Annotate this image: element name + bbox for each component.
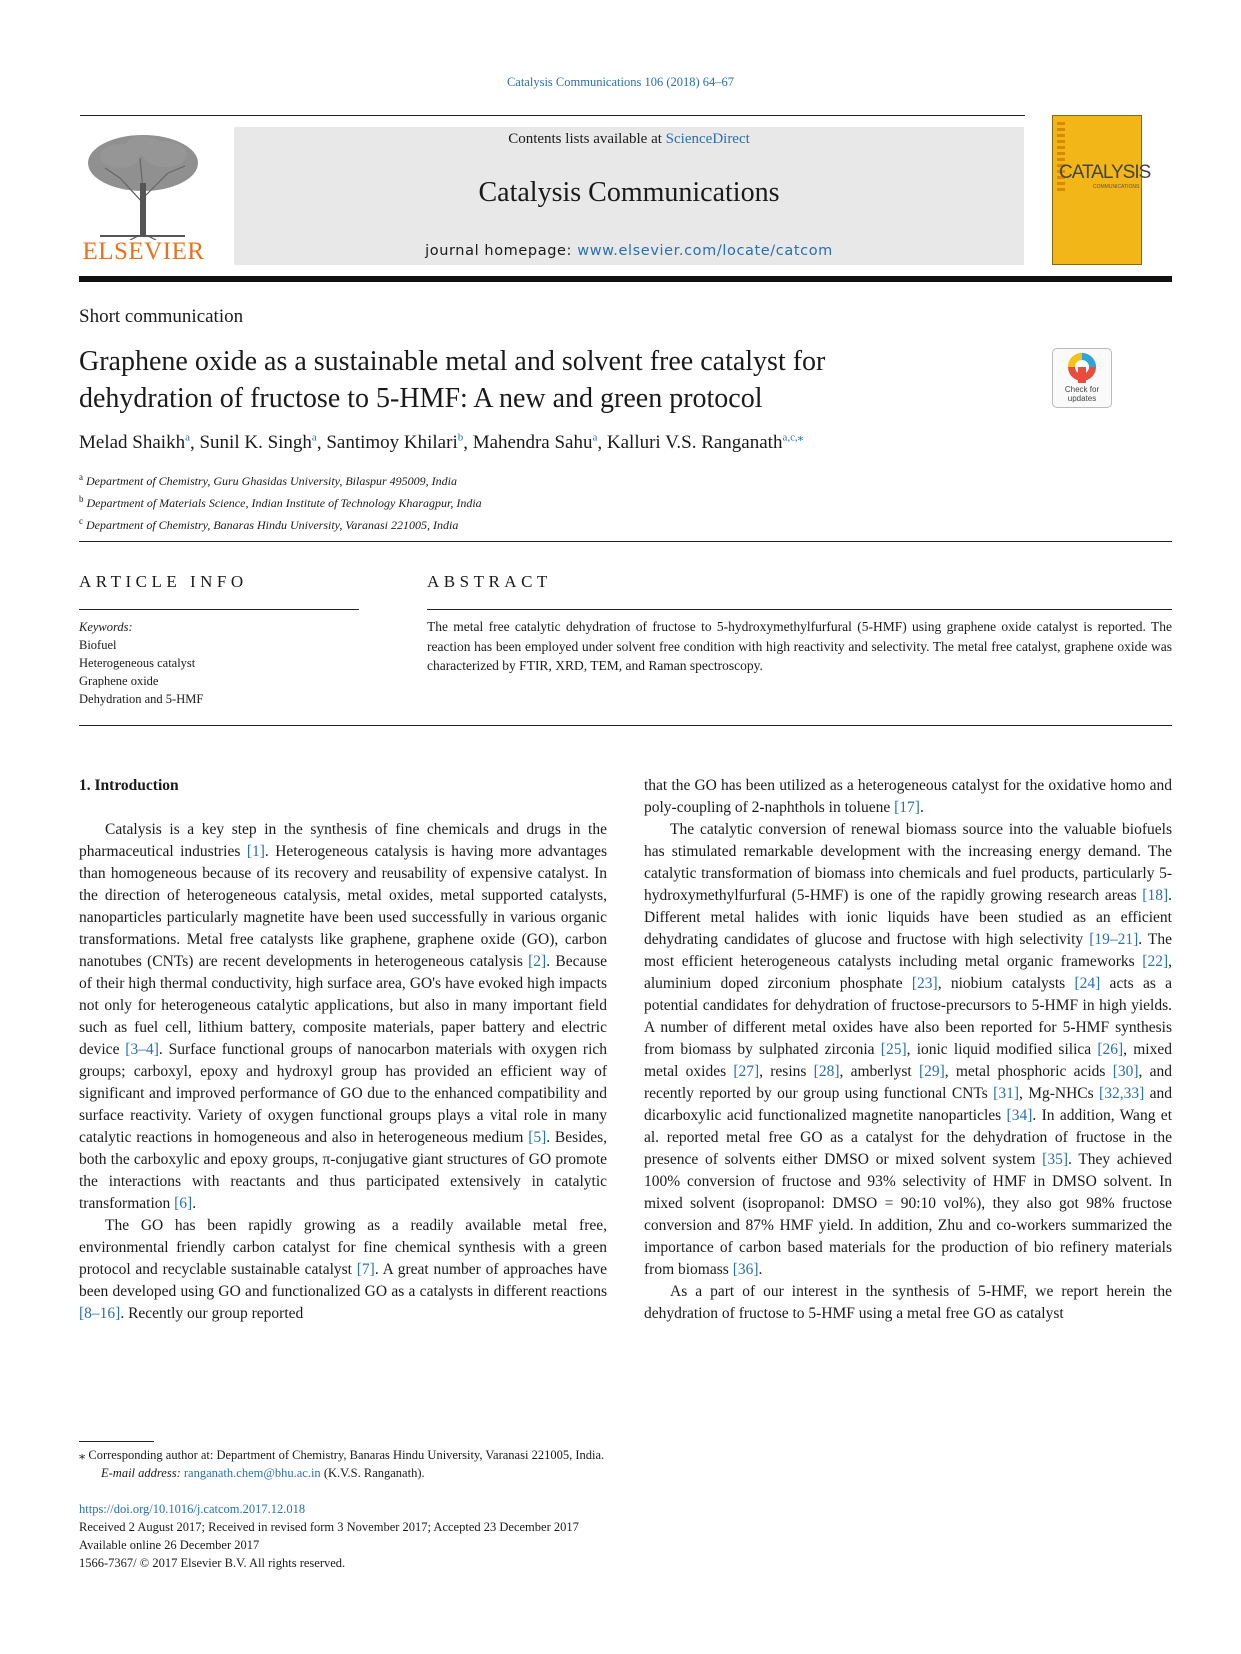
citation-link[interactable]: [25]	[880, 1041, 907, 1058]
crossmark-icon	[1053, 349, 1111, 385]
paragraph-text: . A great number of approaches have been developed using GO and functionalized GO as a catalysts in different reactions	[79, 1261, 607, 1300]
keyword: Dehydration and 5-HMF	[79, 692, 204, 706]
citation-link[interactable]: [23]	[911, 975, 938, 992]
journal-citation[interactable]: Catalysis Communications 106 (2018) 64–67	[506, 75, 735, 89]
footnote-email-line	[79, 1464, 604, 1482]
citation-link[interactable]: [29]	[918, 1063, 945, 1080]
affiliation-text: Department of Chemistry, Banaras Hindu University, Varanasi 221005, India	[86, 518, 459, 532]
copyright: 1566-7367/ © 2017 Elsevier B.V. All rights reserved.	[79, 1556, 346, 1570]
homepage-link[interactable]: www.elsevier.com/locate/catcom	[577, 243, 833, 259]
paragraph	[644, 819, 1172, 1281]
paragraph-text: . Recently our group reported	[120, 1305, 304, 1322]
paragraph-text: . In addition, Wang et al. reported metal free GO as a catalyst for the dehydration of fructose in the presence of solvents either DMSO or mixed solvent system	[644, 1107, 1172, 1168]
journal-title: Catalysis Communications	[478, 177, 780, 208]
elsevier-logo[interactable]	[80, 128, 207, 266]
keyword: Graphene oxide	[79, 674, 159, 688]
paragraph	[79, 1215, 607, 1325]
paragraph-text: , resins	[759, 1063, 814, 1080]
citation-link[interactable]: [17]	[894, 799, 920, 816]
crossmark-label	[1053, 385, 1111, 403]
article-title	[79, 343, 979, 417]
article-info-rule	[79, 609, 359, 610]
section-heading: 1. Introduction	[79, 777, 179, 794]
affiliation	[79, 512, 482, 534]
paragraph-text: , Mg-NHCs	[1018, 1085, 1100, 1102]
body-column-right	[644, 775, 1172, 1325]
citation-link[interactable]: [8–16]	[79, 1305, 121, 1322]
footnote-rule	[79, 1441, 154, 1442]
affiliation-text: Department of Chemistry, Guru Ghasidas University, Bilaspur 495009, India	[86, 474, 457, 488]
paragraph-text: . They achieved 100% conversion of fructose and 93% selectivity of HMF in DMSO solvent. In mixed solvent (isopropanol: DMSO = 90:10 vol%), they also got 98% fructose conversion and 87% HMF yield. In addition, Zhu and co-workers summarized the importance of carbon based materials for the production of bio refinery materials from biomass	[644, 1151, 1172, 1278]
author-affiliation-marker[interactable]: a	[185, 432, 190, 444]
journal-cover-thumbnail[interactable]	[1052, 115, 1151, 265]
elsevier-wordmark: ELSEVIER	[82, 238, 205, 265]
affiliation-text: Department of Materials Science, Indian Institute of Technology Kharagpur, India	[86, 496, 482, 510]
email-suffix: (K.V.S. Ranganath).	[320, 1466, 425, 1480]
paragraph-text: .	[919, 799, 924, 816]
author[interactable]	[473, 432, 598, 453]
keywords-block	[79, 618, 203, 708]
paragraph	[644, 775, 1172, 819]
left-paragraphs	[79, 819, 607, 1325]
keywords-label: Keywords:	[79, 620, 133, 634]
cover-title: CATALYSIS	[1059, 162, 1151, 183]
citation-link[interactable]: [28]	[813, 1063, 840, 1080]
paragraph-text: acts as a potential candidates for dehydration of fructose-precursors to 5-HMF in high yields. A number of different metal oxides have also been reported for 5-HMF synthesis from biomass by sulphated zirconia	[644, 975, 1173, 1058]
citation-link[interactable]: [6]	[174, 1195, 193, 1212]
paragraph-text: , amberlyst	[839, 1063, 919, 1080]
author-name: Kalluri V.S. Ranganath	[606, 432, 783, 454]
check-for-updates-badge[interactable]	[1052, 348, 1112, 408]
abstract-heading: ABSTRACT	[427, 572, 552, 591]
paragraph-text: . Because of their high thermal conductivity, high surface area, GO's have evoked high impacts not only for heterogeneous catalytic applications, but also in many important field such as fuel cell, lithium battery, composite materials, paper battery and electric device	[79, 953, 608, 1058]
citation-link[interactable]: [5]	[528, 1129, 547, 1146]
paragraph-text: and dicarboxylic acid functionalized magnetite nanoparticles	[644, 1085, 1172, 1124]
abstract-text: The metal free catalytic dehydration of fructose to 5-hydroxymethylfurfural (5-HMF) using graphene oxide catalyst is reported. The reaction has been employed under solvent free condition with high reactivity and selectivity. The metal free catalyst, graphene oxide was characterized by FTIR, XRD, TEM, and Raman spectroscopy.	[427, 619, 1172, 673]
author-separator: ,	[189, 432, 200, 454]
contents-availability	[234, 131, 1024, 148]
paragraph-text: , ionic liquid modified silica	[906, 1041, 1098, 1058]
header-thick-rule	[79, 276, 1172, 282]
author-separator: ,	[316, 432, 327, 454]
crossmark-label-line-2: updates	[1067, 394, 1097, 403]
received-dates: Received 2 August 2017; Received in revised form 3 November 2017; Accepted 23 December 2017	[79, 1520, 579, 1534]
paragraph-text: . Surface functional groups of nanocarbon materials with oxygen rich groups; carboxyl, epoxy and hydroxyl group has provided an efficient way of significant and improved performance of GO due to the enhanced compatibility and surface reactivity. Variety of oxygen functional groups plays a vital role in many catalytic reactions in homogeneous and also in heterogeneous medium	[79, 1041, 607, 1146]
online-date: Available online 26 December 2017	[79, 1538, 260, 1552]
citation-link[interactable]: [22]	[1142, 953, 1169, 970]
body-column-left	[79, 775, 607, 1325]
article-info-heading: ARTICLE INFO	[79, 572, 248, 591]
paragraph-text: . Heterogeneous catalysis is having more advantages than homogeneous because of its recovery and reusability of expensive catalyst. In the direction of heterogeneous catalysis, metal oxides, metal supported catalysts, nanoparticles particularly magnetite have been used successfully in various organic transformations. Metal free catalysts like graphene, graphene oxide (GO), carbon nanotubes (CNTs) are recent developments in heterogeneous catalysis	[79, 843, 607, 970]
publication-info	[79, 1500, 579, 1572]
paragraph-text: .	[192, 1195, 197, 1212]
citation-link[interactable]: [26]	[1097, 1041, 1124, 1058]
affiliation-list	[79, 468, 482, 534]
abstract-bottom-rule	[79, 725, 1172, 726]
corresponding-author-footnote	[79, 1446, 604, 1482]
title-line-2: dehydration of fructose to 5-HMF: A new and green protocol	[79, 383, 763, 414]
paragraph-text: that the GO has been utilized as a heterogeneous catalyst for the oxidative homo and poly-coupling of 2-naphthols in toluene	[644, 777, 1172, 816]
paragraph-text: , aluminium doped zirconium phosphate	[644, 953, 1172, 992]
paragraph-text: , mixed metal oxides	[644, 1041, 1172, 1080]
citation-link[interactable]: [31]	[993, 1085, 1019, 1102]
email-link[interactable]: ranganath.chem@bhu.ac.in	[183, 1466, 321, 1480]
citation-link[interactable]: [27]	[733, 1063, 760, 1080]
paragraph-text: , niobium catalysts	[937, 975, 1075, 992]
paragraph-text: , and recently reported by our group using functional CNTs	[644, 1063, 1172, 1102]
affiliation-key: c	[79, 516, 83, 526]
author[interactable]	[326, 432, 463, 453]
paragraph-text: . Different metal halides with ionic liquids have been studied as an efficient dehydrating candidates of glucose and fructose with high selectivity	[644, 887, 1172, 948]
paragraph-text: , metal phosphoric acids	[944, 1063, 1113, 1080]
paragraph-text: .	[758, 1261, 763, 1278]
right-paragraphs	[644, 775, 1172, 1325]
header-top-rule	[80, 115, 1025, 116]
citation-link[interactable]: [19–21]	[1089, 931, 1139, 948]
section-rule	[79, 541, 1172, 542]
affiliation	[79, 490, 482, 512]
journal-masthead	[234, 127, 1024, 265]
citation-link[interactable]: [2]	[528, 953, 547, 970]
author-name: Sunil K. Singh	[199, 432, 312, 454]
author[interactable]	[199, 432, 316, 453]
crossmark-label-line-1: Check for	[1064, 385, 1100, 394]
keyword: Biofuel	[79, 638, 117, 652]
paragraph	[79, 819, 607, 1215]
citation-link[interactable]: [35]	[1042, 1151, 1068, 1168]
journal-homepage	[234, 243, 1024, 259]
author[interactable]	[79, 432, 190, 453]
homepage-prefix: journal homepage:	[425, 243, 578, 259]
author-separator: ,	[463, 432, 473, 454]
affiliation-key: a	[79, 472, 83, 482]
author-name: Melad Shaikh	[79, 432, 186, 454]
citation-link[interactable]: [32,33]	[1099, 1085, 1145, 1102]
paragraph-text: The catalytic conversion of renewal biomass source into the valuable biofuels has stimulated remarkable development with the increasing energy demand. The catalytic transformation of biomass into chemicals and fuel products, particularly 5-hydroxymethylfurfural (5-HMF) is one of the rapidly growing research areas	[644, 821, 1172, 904]
citation-link[interactable]: [36]	[732, 1261, 759, 1278]
author-name: Santimoy Khilari	[326, 432, 458, 454]
cover-subtitle: COMMUNICATIONS	[1093, 184, 1140, 190]
author-list	[79, 431, 803, 454]
author[interactable]	[607, 432, 803, 453]
citation-link[interactable]: [7]	[356, 1261, 375, 1278]
article-type: Short communication	[79, 306, 244, 327]
paragraph-text: Catalysis is a key step in the synthesis of fine chemicals and drugs in the pharmaceutical industries	[79, 821, 607, 860]
citation-link[interactable]: [18]	[1142, 887, 1169, 904]
author-affiliation-marker[interactable]: a,c,⁎	[782, 432, 804, 444]
doi-link[interactable]: https://doi.org/10.1016/j.catcom.2017.12.018	[79, 1502, 306, 1516]
citation-link[interactable]: [34]	[1006, 1107, 1033, 1124]
citation-link[interactable]: [3–4]	[125, 1041, 159, 1058]
keyword: Heterogeneous catalyst	[79, 656, 196, 670]
citation-link[interactable]: [24]	[1074, 975, 1101, 992]
contents-prefix: Contents lists available at	[508, 131, 666, 147]
affiliation	[79, 468, 482, 490]
paragraph	[644, 1281, 1172, 1325]
paragraph-text: As a part of our interest in the synthesis of 5-HMF, we report herein the dehydration of fructose to 5-HMF using a metal free GO as catalyst	[644, 1283, 1172, 1322]
author-affiliation-marker[interactable]: b	[457, 432, 464, 444]
paragraph-text: The GO has been rapidly growing as a readily available metal free, environmental friendly carbon catalyst for fine chemical synthesis with a green protocol and recyclable sustainable catalyst	[79, 1217, 607, 1278]
paragraph-text: . The most efficient heterogeneous catalysts including metal organic frameworks	[644, 931, 1172, 970]
author-affiliation-marker[interactable]: a	[311, 432, 317, 444]
sciencedirect-link[interactable]: ScienceDirect	[665, 131, 750, 147]
citation-link[interactable]: [1]	[246, 843, 265, 860]
email-label: E-mail address:	[101, 1466, 184, 1480]
affiliation-key: b	[79, 494, 84, 504]
abstract-rule	[427, 609, 1172, 610]
paragraph-text: . Besides, both the carboxylic and epoxy groups, π-conjugative giant structures of GO promote the interactions with reactants and thus participated extensively in catalytic transformation	[79, 1129, 607, 1212]
author-name: Mahendra Sahu	[472, 432, 593, 454]
citation-link[interactable]: [30]	[1112, 1063, 1139, 1080]
author-separator: ,	[597, 432, 607, 454]
title-line-1: Graphene oxide as a sustainable metal and solvent free catalyst for	[79, 346, 826, 377]
author-affiliation-marker[interactable]: a	[592, 432, 598, 444]
tree-logo-icon	[80, 128, 207, 240]
footnote-line: ⁎ Corresponding author at: Department of Chemistry, Banaras Hindu University, Varanasi 221005, India.	[79, 1448, 605, 1462]
